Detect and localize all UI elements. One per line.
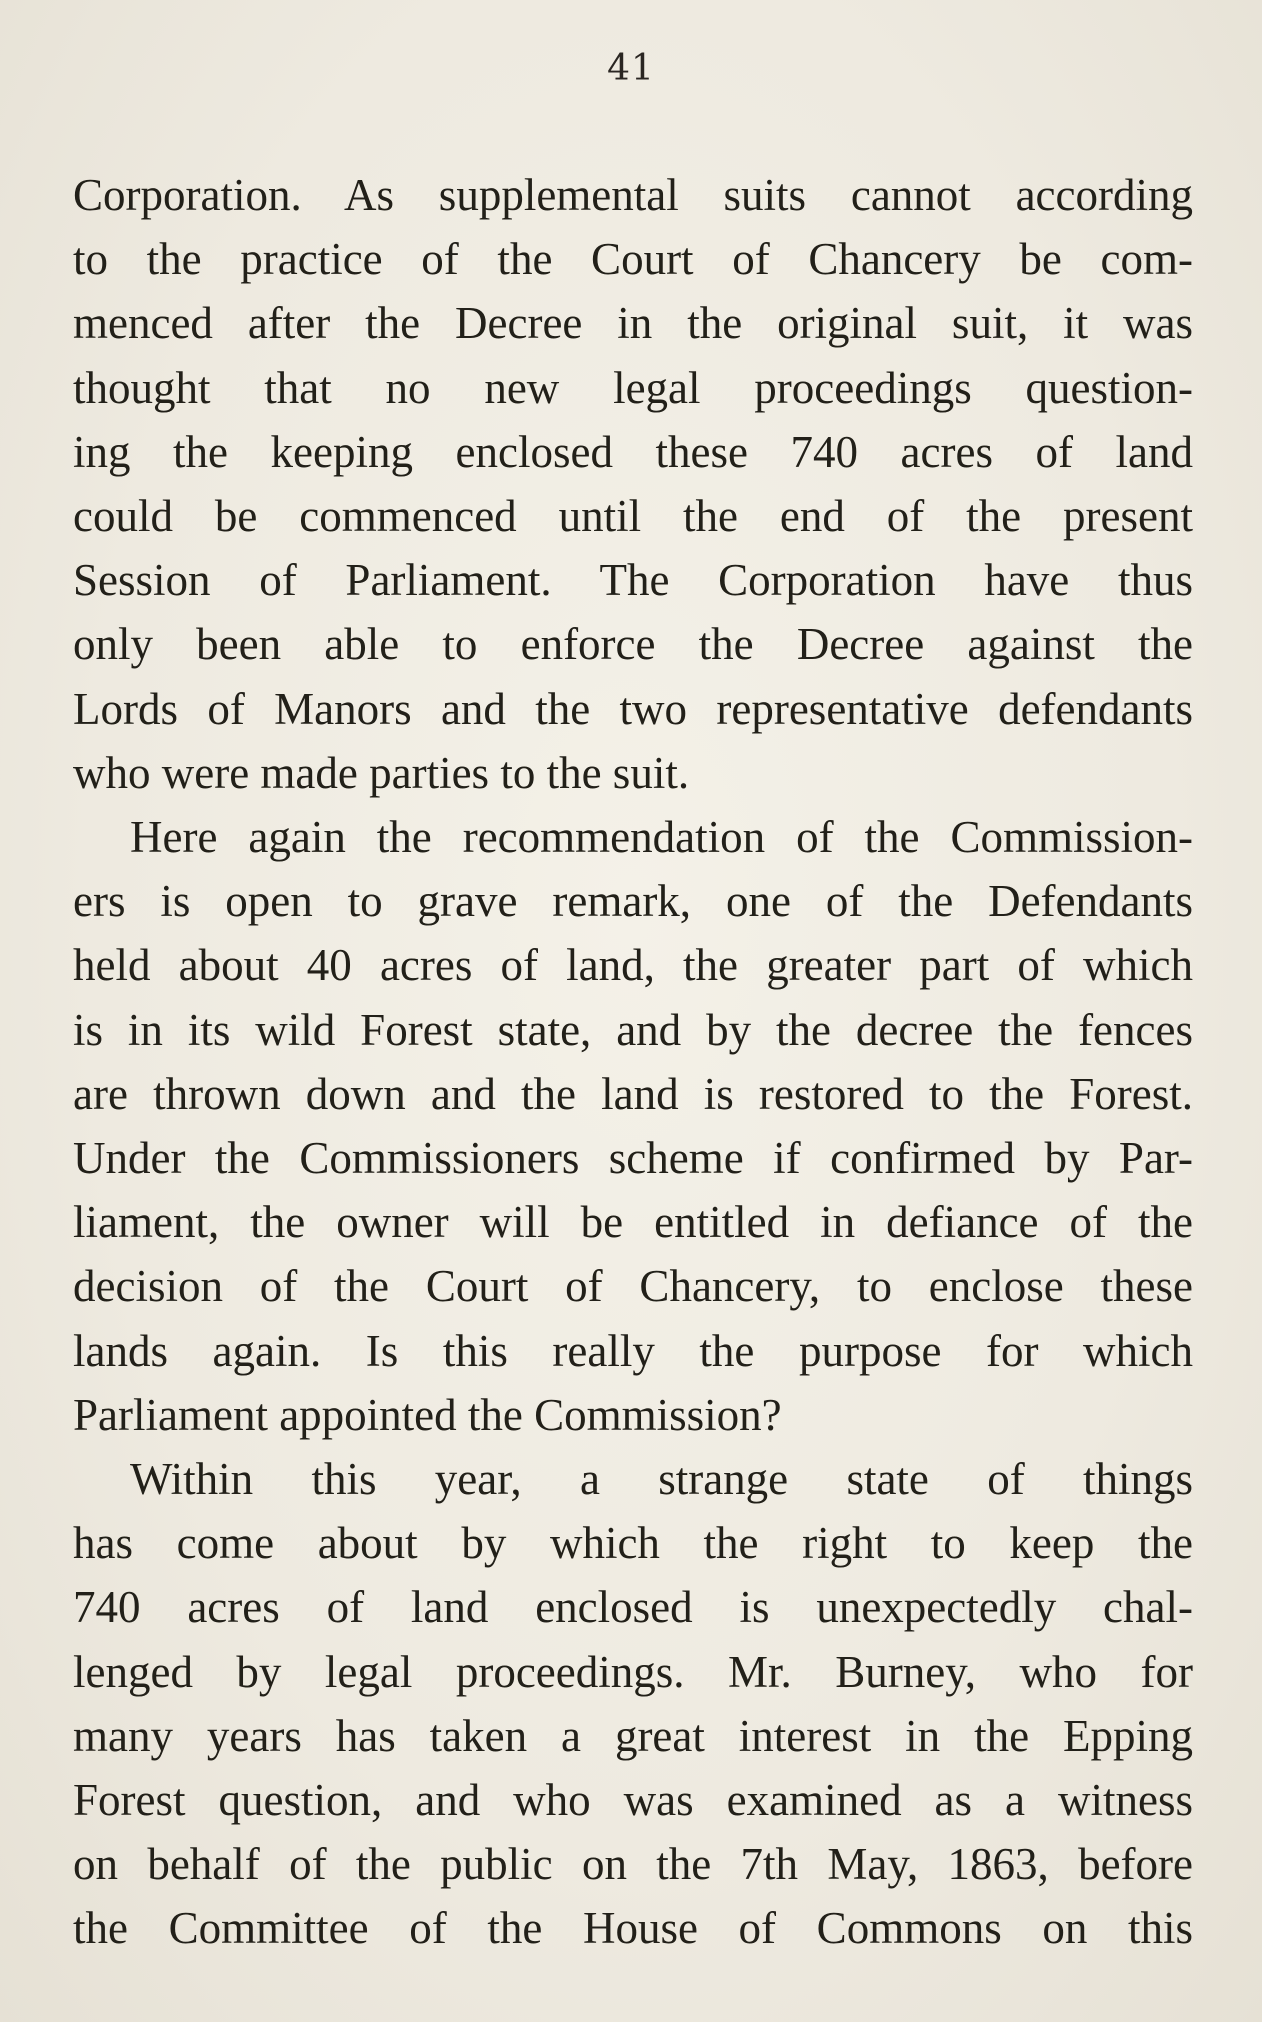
page-number: 41 [607, 48, 655, 89]
text-line: ing the keeping enclosed these 740 acres of land [73, 426, 1193, 477]
text-line: Under the Commissioners scheme if confirmed by Par- [73, 1133, 1193, 1184]
text-line: decision of the Court of Chancery, to enclose these [73, 1261, 1193, 1312]
text-line: lands again. Is this really the purpose for which [73, 1325, 1193, 1376]
text-line: Forest question, and who was examined as a witness [73, 1775, 1193, 1826]
text-line: thought that no new legal proceedings question- [73, 362, 1193, 413]
paragraph-first-line: Within this year, a strange state of things [130, 1454, 1193, 1505]
text-line: many years has taken a great interest in the Epping [73, 1710, 1193, 1761]
text-line: on behalf of the public on the 7th May, 1863, before [73, 1839, 1193, 1890]
text-line: is in its wild Forest state, and by the decree the fences [73, 1004, 1193, 1055]
text-line: has come about by which the right to keep the [73, 1518, 1193, 1569]
text-line: 740 acres of land enclosed is unexpectedly chal- [73, 1582, 1193, 1633]
text-line: Corporation. As supplemental suits cannot according [73, 170, 1193, 220]
text-line: held about 40 acres of land, the greater part of which [73, 940, 1193, 991]
page-text [73, 163, 1193, 1961]
text-line: only been able to enforce the Decree against the [73, 619, 1193, 670]
text-line: ers is open to grave remark, one of the Defendants [73, 876, 1193, 927]
text-line: liament, the owner will be entitled in defiance of the [73, 1197, 1193, 1248]
text-line: Session of Parliament. The Corporation have thus [73, 555, 1193, 606]
text-line: menced after the Decree in the original suit, it was [73, 298, 1193, 349]
text-line: lenged by legal proceedings. Mr. Burney, who for [73, 1646, 1193, 1697]
text-line: are thrown down and the land is restored to the Forest. [73, 1068, 1193, 1119]
text-line: to the practice of the Court of Chancery be com- [73, 234, 1193, 285]
paragraph-first-line: Here again the recommendation of the Commission- [130, 812, 1193, 863]
text-line: the Committee of the House of Commons on this [73, 1903, 1193, 1954]
text-line: who were made parties to the suit. [73, 747, 690, 798]
text-line: could be commenced until the end of the present [73, 491, 1193, 542]
text-line: Lords of Manors and the two representative defendants [73, 683, 1193, 734]
text-line: Parliament appointed the Commission? [73, 1389, 782, 1440]
